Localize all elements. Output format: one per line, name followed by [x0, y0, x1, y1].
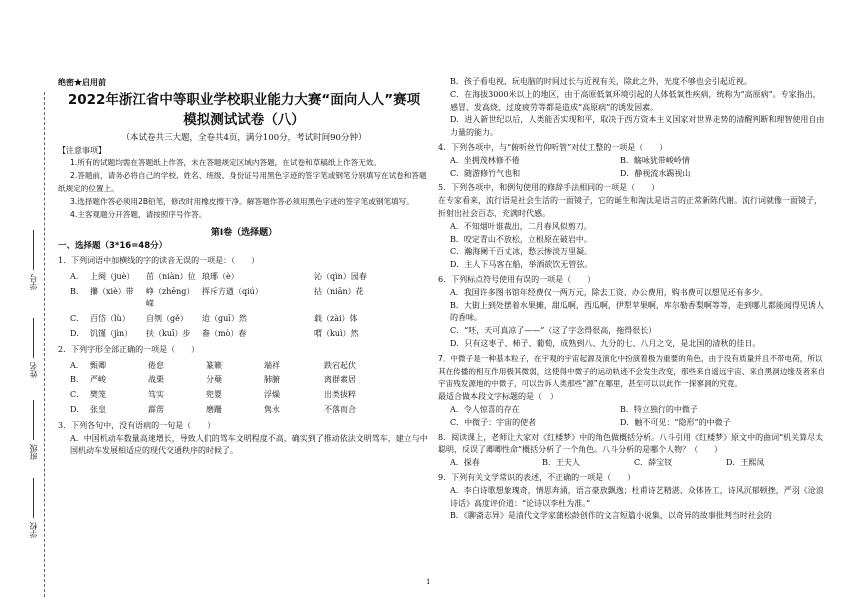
question-2-options: A． 甄卿 倦怠 篆籁 端祥 跌宕起伏 B． 严峻 战栗 分蘖 肺腑 离群素居 C． 樊笼 笃实 兜婴 浮燥 出类拔粹 D． 张皇 霹雳 磨跚 隽永 不落而合: [70, 360, 356, 414]
question-3: 3．下列各句中，没有语病的一句是（ ）: [58, 420, 216, 430]
question-9: 9．下列有关文学常识的表述，不正确的一项是（ ）: [438, 472, 636, 482]
question-2: 2．下列字形全部正确的一项是（ ）: [58, 344, 200, 354]
note-item: 1.所有的试题均需在答题纸上作答，未在答题规定区域内答题，在试卷和草稿纸上作答无效。: [70, 158, 381, 168]
question-7-ask: 最适合做本段文字标题的是（ ）: [438, 392, 558, 402]
question-4-options: A．坐拥茂林修不倦 B．觞咏犹带峻岭情 C．随游修竹气也和 D．静视流水踢视山: [450, 155, 691, 178]
question-5-option: B．咬定青山不放松，立根原在破岩中。: [450, 234, 592, 244]
question-9-option-b: B．《聊斋志异》是清代文学家蒲松龄创作的文言短篇小说集，以奇异的故事批判当时社会的: [450, 511, 772, 521]
school-field: 学校: [28, 478, 39, 538]
question-3-option-d: D．进入新世纪以后，人类能否实现和平，取决于西方资本主义国家对世界走势的清醒判断和理智使用自由力量的能力。: [450, 115, 825, 138]
question-6: 6．下列标点符号使用有误的一项是（ ）: [438, 274, 596, 284]
question-8-options: A．探春 B．王夫人 C．薛宝钗 D．王熙凤: [450, 458, 765, 468]
question-5-option: D．主人下马客在船，举酒欲饮无管弦。: [450, 260, 593, 270]
question-7: 7．中微子是一种基本粒子，在宇观的宇宙起源及演化中扮演着极为重要的角色，由于没有质量并且不带电荷，所以其在传播的相互作用极其微弱，这使得中微子的运动轨迹不会发生改变，那些来自遥远宇宙、来自黑洞边缘及者来自宇宙残发源地的中微子，可以告诉人类那些“源”在哪里，甚至可以以此作一探寥洞的究竟。: [438, 353, 826, 389]
question-3-option-c: C．在海拔3000米以上的地区，由于高原低氧环境引起的人体低氧性疾病，统称为“高原病”。专家指出，感冒、发高烧、过度疲劳等都是造成“高原病”的诱发因素。: [450, 89, 821, 112]
question-6-option: B．大街上到处摆着水果摊，甜瓜啊，西瓜啊，伊犁苹果啊，库尔勒香梨啊等等，走到哪儿都能闻得见诱人的香味。: [450, 300, 824, 323]
question-6-option: D．只有这枣子、柿子、葡萄，成熟到八、九分的七、八月之交，是北国的清秋的佳日。: [450, 338, 761, 348]
question-1: 1．下列词语中加横线的字的读音无误的一项是：（ ）: [58, 255, 260, 265]
left-column: [58, 76, 430, 458]
name-field: 姓名: [28, 318, 39, 378]
binding-line: [44, 92, 45, 597]
secret-label: 绝密★启用前: [58, 77, 106, 87]
class-field: 班级: [28, 400, 39, 460]
note-item: 2.答题前，请务必将自己的学校、姓名、班级、身份证号用黑色字迹的签字笔或钢笔分别填写在试卷和答题纸规定的位置上。: [58, 171, 427, 193]
part-title: 第Ⅰ卷（选择题）: [210, 228, 278, 239]
note-item: 3.选择题作答必须用2B铅笔，修改时用橡皮擦干净。解答题作答必须用黑色字迹的签字笔或钢笔填写。: [70, 196, 414, 206]
exam-subtitle: （本试卷共三大题，全卷共4页，满分100分，考试时间90分钟）: [121, 132, 367, 143]
question-5-option: C．瀚海阑干百丈冰，愁云惨淡万里凝。: [450, 247, 593, 257]
question-5-example: 在专家看来，流行语是社会生活的一面镜子，它的诞生和淘汰是语言的正常新陈代谢。流行词就像一面镜子，折射出社会百态，充满时代感。: [438, 196, 822, 218]
question-6-option: A．我国许多图书馆年经费仅一两万元，除去工资、办公费用，购书费可以想见还有多少。: [450, 287, 768, 297]
note-item: 4.主客观题分开答题，请按照序号作答。: [70, 209, 207, 219]
page-number: 1: [426, 578, 431, 586]
student-id-field: 学号: [28, 230, 39, 290]
question-3-option-a: A．中国机动车数量高速增长，导致人们的驾车文明程度不高，确实到了推动依法文明驾车，建立与中国机动车发展相适应的现代交通秩序的时候了。: [70, 433, 428, 456]
question-5-option: A．不知烟叶谁裁出，二月春风似剪刀。: [450, 221, 592, 231]
title-line-1: 2022年浙江省中等职业学校职业能力大赛“面向人人”赛项: [67, 91, 421, 108]
question-5: 5．下列各项中，和例句使用的修辞手法相同的一项是（ ）: [438, 183, 660, 193]
title-line-2: 模拟测试试卷（八）: [183, 111, 305, 128]
question-6-option: C．“呸，天可真凉了——”（这了字念得很高，拖得很长）: [450, 326, 657, 336]
right-column: [438, 76, 826, 523]
question-8: 8．阅读课上，老师让大家对《红楼梦》中的角色做概括分析。八斗引用《红楼梦》原文中的曲词“机关算尽太聪明，反误了卿卿性命”概括分析了一个角色。八斗分析的是哪个人物？（ ）: [438, 432, 824, 455]
section-heading: 一、选择题（3*16=48分）: [58, 241, 168, 252]
question-3-option-b: B．孩子看电视、玩电脑的时间过长与近视有关，除此之外，光度不够也会引起近视。: [450, 77, 752, 86]
notes-heading: 【注意事项】: [58, 145, 106, 155]
question-9-option-a: A．李白诗歌想象瑰奇，情思奔涌，语言豪放飘逸；杜甫诗艺精湛、众体皆工，诗风沉郁顿挫，严羽《沧浪诗话》高度评价道：“论诗以李杜为准。”: [450, 485, 824, 508]
question-7-options: A．令人惊喜的存在 B．特立独行的中微子 C．中微子：宇宙的使者 D．触不可见：“隐形”的中微子: [450, 404, 731, 427]
question-1-options: A． 上阕（juè） 茁（niàn）位 琅琊（è） 沁（qìn）园春 B． 攥（xiè）带 峥（zhēng）嵘 挥斥方遒（qiú） 拈（niān）花 C． 百岱（lù） 自刎（gě） 迨（guī）然 载（zài）体 D． 饥馑（jìn） 扶（kuī）步 畚（mò）春 喟（kuì）然: [70, 271, 367, 338]
question-4: 4．下列各项中，与“俯听丝竹仰听管”对仗工整的一项是（ ）: [438, 142, 668, 152]
